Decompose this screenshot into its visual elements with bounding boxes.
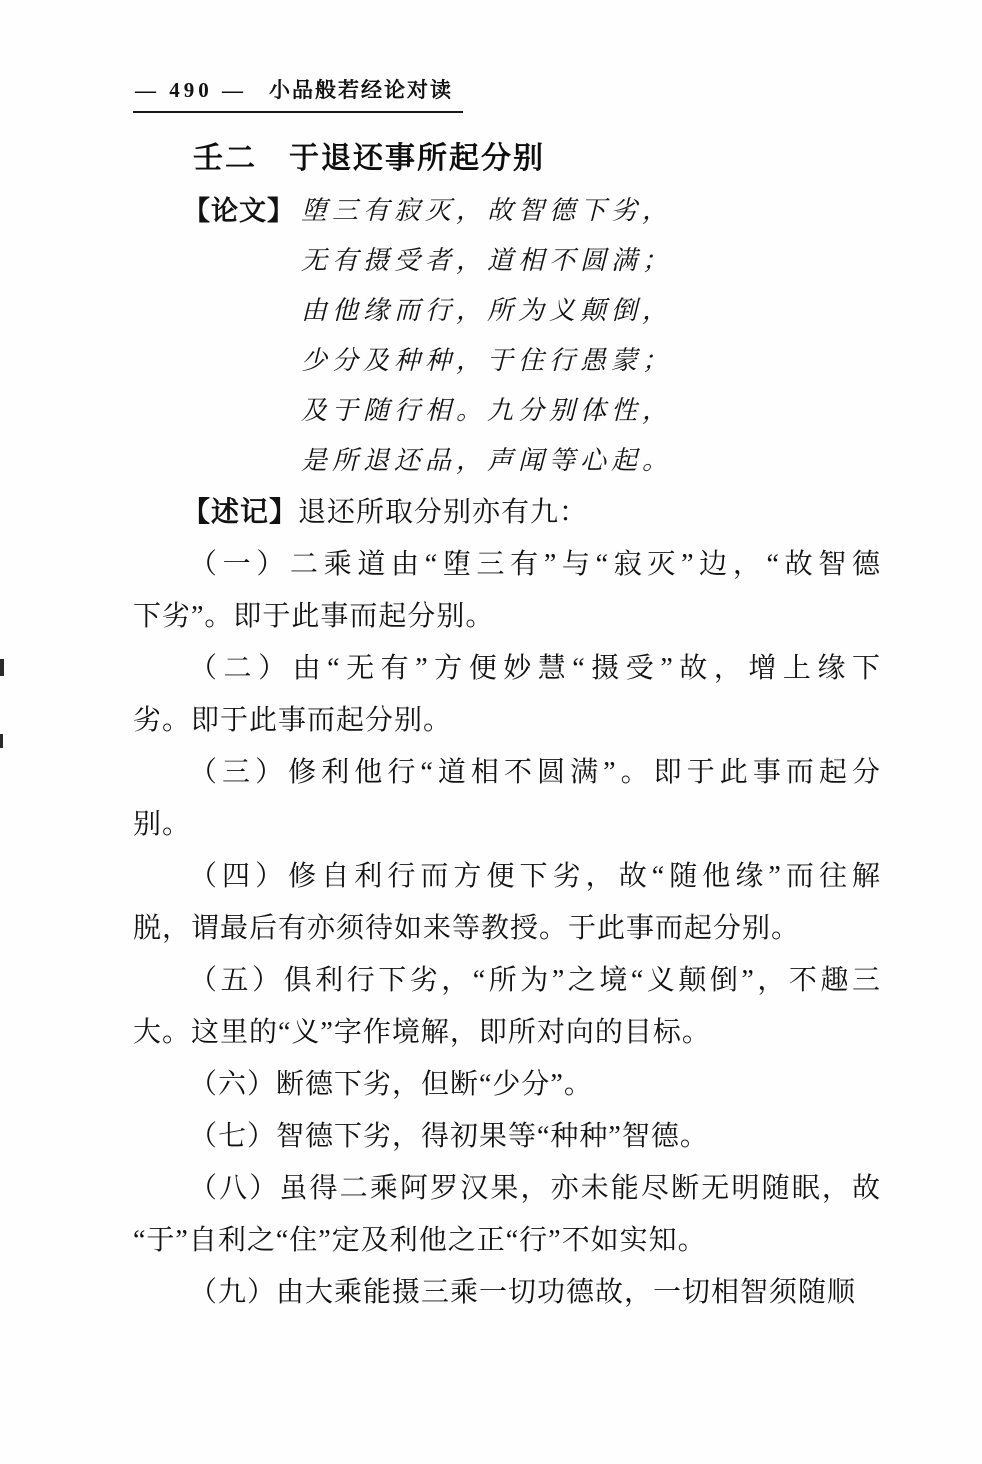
- text-line: 脱，谓最后有亦须待如来等教授。于此事而起分别。: [133, 913, 801, 944]
- paragraph-4: [133, 851, 881, 955]
- verse-block: [301, 186, 673, 486]
- text-line: “于”自利之“住”定及利他之正“行”不如实知。: [133, 1225, 707, 1256]
- text-line: （六）断德下劣，但断“少分”。: [189, 1069, 593, 1100]
- text-line: （七）智德下劣，得初果等“种种”智德。: [189, 1121, 709, 1152]
- text-line: （四）修自利行而方便下劣，故“随他缘”而往解: [189, 861, 881, 892]
- shuji-block: [133, 487, 881, 1319]
- shuji-intro-text: 退还所取分别亦有九：: [298, 497, 589, 528]
- lunwen-block: [183, 186, 673, 486]
- text-line: （八）虽得二乘阿罗汉果，亦未能尽断无明随眠，故: [189, 1173, 881, 1204]
- paragraph-1: [133, 539, 881, 643]
- verse-line: 及于随行相。九分别体性，: [301, 396, 674, 425]
- lunwen-label: 【论文】: [183, 196, 295, 226]
- text-line: 下劣”。即于此事而起分别。: [133, 601, 495, 632]
- paragraph-7: [133, 1111, 881, 1163]
- page-number: — 490 —: [135, 78, 247, 102]
- scan-artifact: [0, 659, 4, 676]
- page-header: [133, 74, 463, 113]
- running-book-title: 小品般若经论对读: [269, 78, 453, 102]
- verse-line: 堕三有寂灭，故智德下劣，: [301, 196, 674, 225]
- text-line: 劣。即于此事而起分别。: [133, 705, 453, 736]
- paragraph-9: [133, 1267, 881, 1319]
- text-line: （九）由大乘能摄三乘一切功德故，一切相智须随顺: [189, 1277, 857, 1308]
- paragraph-3: [133, 747, 881, 851]
- verse-line: 无有摄受者，道相不圆满；: [301, 246, 674, 275]
- paragraph-2: [133, 643, 881, 747]
- text-line: （三）修利他行“道相不圆满”。即于此事而起分: [189, 757, 881, 788]
- shuji-intro: [133, 487, 881, 539]
- verse-line: 是所退还品，声闻等心起。: [301, 446, 674, 475]
- paragraph-6: [133, 1059, 881, 1111]
- scan-artifact: [0, 734, 3, 748]
- text-line: （一）二乘道由“堕三有”与“寂灭”边，“故智德: [189, 549, 881, 580]
- verse-line: 少分及种种，于住行愚蒙；: [301, 346, 674, 375]
- section-title: 壬二 于退还事所起分别: [193, 142, 545, 175]
- text-line: （五）俱利行下劣，“所为”之境“义颠倒”，不趣三: [189, 965, 881, 996]
- text-line: （二）由“无有”方便妙慧“摄受”故，增上缘下: [189, 653, 881, 684]
- shuji-label: 【述记】: [182, 497, 299, 528]
- paragraph-5: [133, 955, 881, 1059]
- text-line: 大。这里的“义”字作境解，即所对向的目标。: [133, 1017, 711, 1048]
- paragraph-8: [133, 1163, 881, 1267]
- verse-line: 由他缘而行，所为义颠倒，: [301, 296, 674, 325]
- text-line: 别。: [133, 809, 192, 840]
